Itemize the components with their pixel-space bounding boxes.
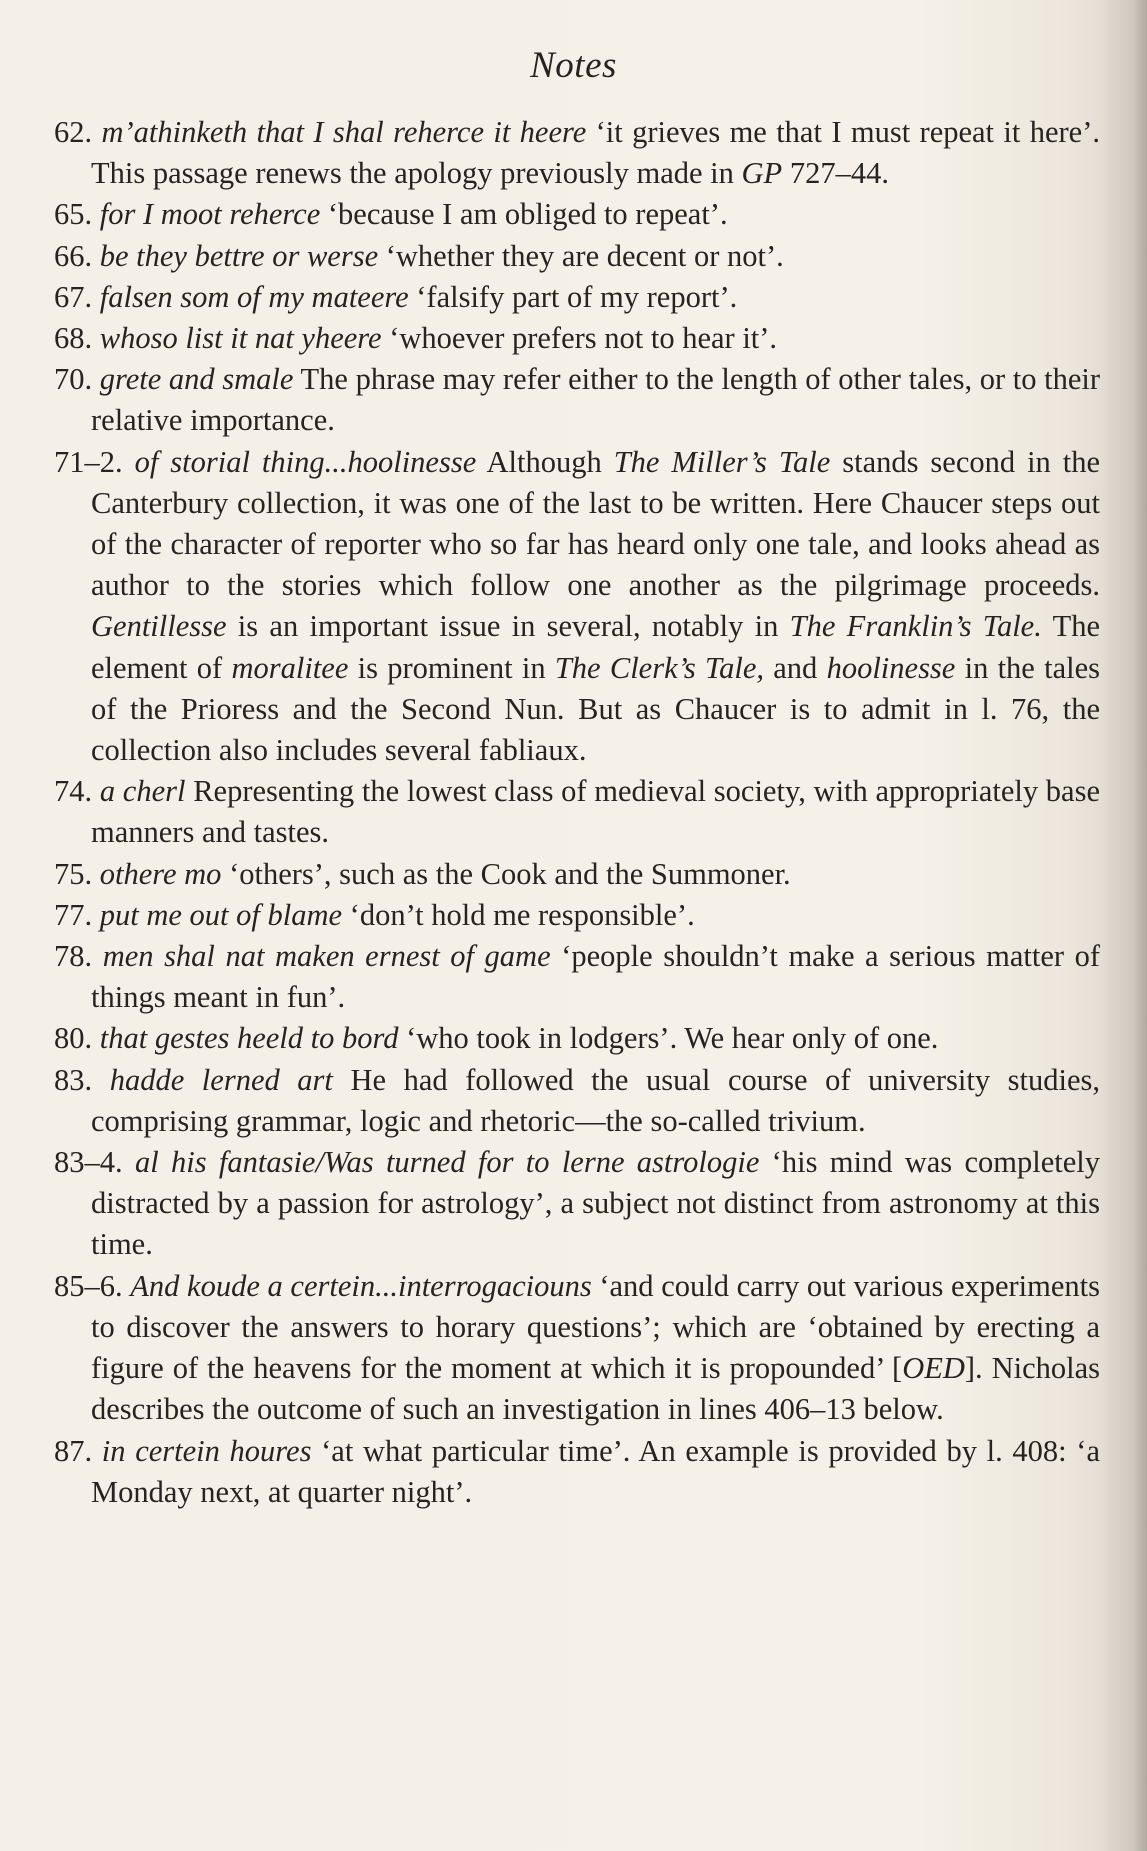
note-lemma: falsen som of my mateere bbox=[99, 279, 409, 314]
note-lemma: al his fantasie/Was turned for to lerne astrologie bbox=[134, 1145, 760, 1180]
note-text: ‘whether they are decent or not’. bbox=[378, 238, 784, 273]
note-line-number: 66. bbox=[54, 238, 93, 273]
note-text: He had followed the usual course of university studies, comprising grammar, logic and rhetoric—the so-called trivium. bbox=[91, 1062, 1100, 1138]
note-line-number: 68. bbox=[54, 321, 93, 356]
note-text: ‘falsify part of my report’. bbox=[408, 279, 738, 314]
note-text: The element of bbox=[91, 609, 1100, 685]
italic-text: The Clerk’s Tale, bbox=[554, 650, 765, 685]
note-text: ‘people shouldn’t make a serious matter of things meant in fun’. bbox=[91, 939, 1100, 1015]
note-entry bbox=[54, 318, 1100, 359]
note-lemma: hadde lerned art bbox=[109, 1062, 333, 1097]
italic-text: OED bbox=[902, 1351, 965, 1386]
italic-text: The Franklin’s Tale. bbox=[789, 609, 1042, 644]
note-entry bbox=[54, 854, 1100, 895]
notes-list bbox=[54, 112, 1100, 1513]
note-lemma: m’athinketh that I shal reherce it heere bbox=[101, 115, 587, 149]
note-entry bbox=[54, 359, 1100, 441]
note-entry bbox=[54, 1431, 1100, 1513]
note-line-number: 75. bbox=[54, 856, 93, 891]
note-line-number: 87. bbox=[54, 1433, 93, 1468]
note-entry bbox=[54, 236, 1100, 277]
note-entry bbox=[54, 1060, 1100, 1142]
note-entry bbox=[54, 936, 1100, 1018]
note-text: ‘and could carry out various experiments to discover the answers to horary questions’; which are ‘obtained by erecting a figure of the heavens for the moment at which it is propounded’ [ bbox=[91, 1268, 1101, 1386]
note-line-number: 71–2. bbox=[54, 444, 123, 479]
note-entry bbox=[54, 1266, 1100, 1431]
note-text: ‘at what particular time’. An example is provided by l. 408: ‘a Monday next, at quarter night’. bbox=[91, 1433, 1100, 1509]
italic-text: GP bbox=[741, 156, 783, 191]
note-line-number: 78. bbox=[54, 939, 93, 974]
note-line-number: 62. bbox=[54, 115, 93, 149]
note-entry bbox=[54, 1018, 1100, 1059]
page-header: Notes bbox=[530, 45, 617, 86]
note-lemma: And koude a certein...interrogaciouns bbox=[130, 1268, 592, 1303]
note-entry bbox=[54, 112, 1100, 194]
note-lemma: whoso list it nat yheere bbox=[99, 321, 382, 356]
note-lemma: othere mo bbox=[99, 856, 222, 891]
note-lemma: that gestes heeld to bord bbox=[99, 1021, 399, 1056]
note-entry bbox=[54, 771, 1100, 853]
note-entry bbox=[54, 442, 1100, 772]
note-entry bbox=[54, 277, 1100, 318]
note-lemma: grete and smale bbox=[99, 362, 294, 397]
italic-text: Gentillesse bbox=[91, 609, 227, 644]
note-lemma: be they bettre or werse bbox=[99, 238, 379, 273]
note-text: in the tales of the Prioress and the Second Nun. But as Chaucer is to admit in l. 76, the collection also includes several fabliaux. bbox=[91, 650, 1100, 768]
note-text: Although bbox=[476, 444, 614, 479]
note-text: ‘whoever prefers not to hear it’. bbox=[381, 321, 778, 356]
note-entry bbox=[54, 1142, 1100, 1266]
page-gutter-shadow bbox=[1101, 0, 1147, 1851]
note-text: ‘his mind was completely distracted by a passion for astrology’, a subject not distinct from astronomy at this time. bbox=[91, 1145, 1100, 1262]
italic-text: hoolinesse bbox=[826, 650, 956, 685]
italic-text: moralitee bbox=[231, 650, 349, 685]
note-text: The phrase may refer either to the length of other tales, or to their relative importance. bbox=[91, 362, 1100, 438]
note-text: and bbox=[764, 650, 827, 685]
note-line-number: 67. bbox=[54, 279, 93, 314]
note-line-number: 80. bbox=[54, 1021, 93, 1056]
note-text: ‘others’, such as the Cook and the Summoner. bbox=[221, 856, 791, 891]
note-entry bbox=[54, 194, 1100, 235]
note-lemma: of storial thing...hoolinesse bbox=[134, 444, 477, 479]
note-lemma: put me out of blame bbox=[99, 897, 343, 932]
note-text: ‘it grieves me that I must repeat it here’. This passage renews the apology previously made in bbox=[91, 115, 1100, 191]
note-text: 727–44. bbox=[782, 156, 889, 191]
italic-text: The Miller’s Tale bbox=[613, 444, 831, 479]
note-line-number: 85–6. bbox=[54, 1268, 123, 1303]
note-lemma: men shal nat maken ernest of game bbox=[102, 939, 551, 974]
note-lemma: for I moot reherce bbox=[99, 197, 321, 232]
note-text: Representing the lowest class of medieval society, with appropriately base manners and tastes. bbox=[91, 774, 1100, 850]
note-lemma: a cherl bbox=[99, 774, 186, 809]
note-text: ‘because I am obliged to repeat’. bbox=[320, 197, 728, 232]
note-text: ‘don’t hold me responsible’. bbox=[342, 897, 695, 932]
note-line-number: 77. bbox=[54, 897, 93, 932]
note-text: ‘who took in lodgers’. We hear only of one. bbox=[398, 1021, 939, 1056]
note-text: stands second in the Canterbury collection, it was one of the last to be written. Here Chaucer steps out of the character of reporter who so far has heard only one tale, and looks ahead as author to the stories which follow one another as the pilgrimage proceeds. bbox=[91, 444, 1101, 603]
note-lemma: in certein houres bbox=[101, 1433, 312, 1468]
note-line-number: 65. bbox=[54, 197, 93, 232]
note-text: is an important issue in several, notably in bbox=[226, 609, 790, 644]
note-text: ]. Nicholas describes the outcome of such an investigation in lines 406–13 below. bbox=[91, 1351, 1100, 1427]
note-line-number: 83. bbox=[54, 1062, 93, 1097]
note-entry bbox=[54, 895, 1100, 936]
note-line-number: 70. bbox=[54, 362, 93, 397]
note-line-number: 74. bbox=[54, 774, 93, 809]
note-text: is prominent in bbox=[348, 650, 555, 685]
note-line-number: 83–4. bbox=[54, 1145, 123, 1180]
